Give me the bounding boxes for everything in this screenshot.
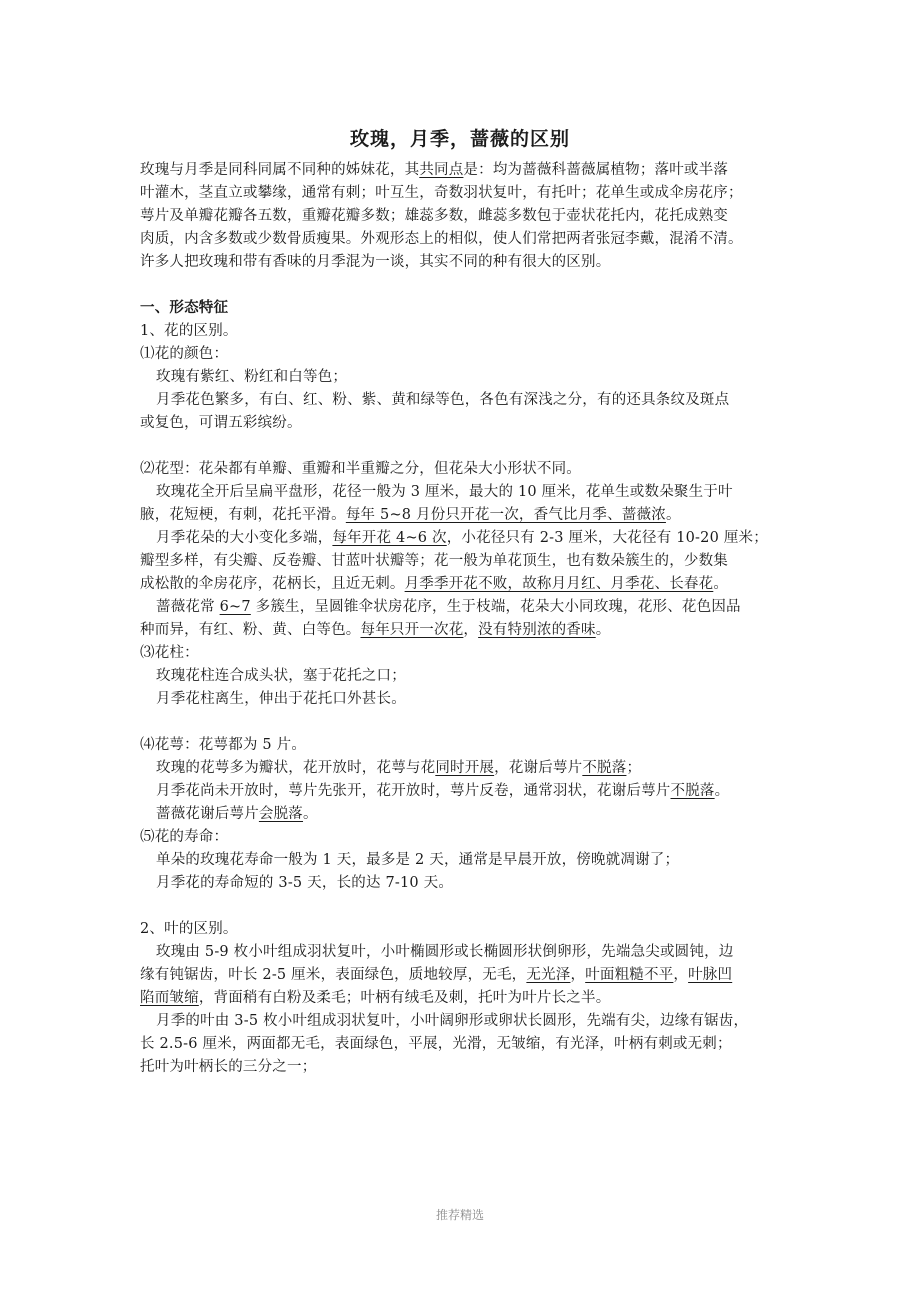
sepal-multiflora: 蔷薇花谢后萼片会脱落。 bbox=[156, 806, 318, 822]
intro-line-4: 肉质，内含多数或少数骨质瘦果。外观形态上的相似，使人们常把两者张冠李戴，混淆不清。 bbox=[140, 231, 743, 247]
page-footer: 推荐精选 bbox=[435, 1208, 484, 1222]
shape-china-2: 瓣型多样，有尖瓣、反卷瓣、甘蓝叶状瓣等；花一般为单花顶生，也有数朵簇生的，少数集 bbox=[140, 553, 728, 569]
leaf-heading: 2、叶的区别。 bbox=[140, 921, 238, 937]
color-china-rose-1: 月季花色繁多，有白、红、粉、紫、黄和绿等色，各色有深浅之分，有的还具条纹及斑点 bbox=[156, 392, 730, 408]
sepal-rose: 玫瑰的花萼多为瓣状，花开放时，花萼与花同时开展，花谢后萼片不脱落； bbox=[156, 760, 642, 776]
section-heading: 一、形态特征 bbox=[140, 300, 229, 316]
shape-china-3: 成松散的伞房花序，花柄长，且近无刺。月季季开花不败，故称月月红、月季花、长春花。 bbox=[140, 576, 729, 592]
shape-multiflora-1: 蔷薇花常 6~7 多簇生，呈圆锥伞状房花序，生于枝端，花朵大小同玫瑰，花形、花色因品 bbox=[156, 599, 741, 615]
sepal-heading: ⑷花萼：花萼都为 5 片。 bbox=[140, 737, 307, 753]
shape-heading: ⑵花型：花朵都有单瓣、重瓣和半重瓣之分，但花朵大小形状不同。 bbox=[140, 461, 581, 477]
leaf-china-3: 托叶为叶柄长的三分之一； bbox=[140, 1059, 317, 1075]
style-china: 月季花柱离生，伸出于花托口外甚长。 bbox=[156, 691, 406, 707]
style-rose: 玫瑰花柱连合成头状，塞于花托之口； bbox=[156, 668, 406, 684]
lifespan-rose: 单朵的玫瑰花寿命一般为 1 天，最多是 2 天，通常是早晨开放，傍晚就凋谢了； bbox=[156, 852, 680, 868]
intro-line-2: 叶灌木，茎直立或攀缘，通常有刺；叶互生，奇数羽状复叶，有托叶；花单生或成伞房花序； bbox=[140, 185, 743, 201]
style-heading: ⑶花柱： bbox=[140, 645, 199, 661]
color-heading: ⑴花的颜色： bbox=[140, 346, 229, 362]
lifespan-china: 月季花的寿命短的 3-5 天，长的达 7-10 天。 bbox=[156, 875, 454, 891]
intro-line-3: 萼片及单瓣花瓣各五数，重瓣花瓣多数；雄蕊多数，雌蕊多数包于壶状花托内，花托成熟变 bbox=[140, 208, 728, 224]
shape-rose-2: 腋，花短梗，有刺，花托平滑。每年 5~8 月份只开花一次，香气比月季、蔷薇浓。 bbox=[140, 507, 681, 523]
lifespan-heading: ⑸花的寿命： bbox=[140, 829, 229, 845]
shape-multiflora-2: 种而异，有红、粉、黄、白等色。每年只开一次花，没有特别浓的香味。 bbox=[140, 622, 611, 638]
leaf-rose-3: 陷而皱缩，背面稍有白粉及柔毛；叶柄有绒毛及刺，托叶为叶片长之半。 bbox=[140, 990, 611, 1006]
document-body bbox=[140, 159, 785, 1079]
shape-rose-1: 玫瑰花全开后呈扁平盘形，花径一般为 3 厘米，最大的 10 厘米，花单生或数朵聚生于叶 bbox=[156, 484, 733, 500]
document-title: 玫瑰，月季，蔷薇的区别 bbox=[349, 128, 570, 150]
intro-line-1: 玫瑰与月季是同科同属不同种的姊妹花，其共同点是：均为蔷薇科蔷薇属植物；落叶或半落 bbox=[140, 162, 729, 178]
leaf-china-2: 长 2.5-6 厘米，两面都无毛，表面绿色，平展，光滑，无皱缩，有光泽，叶柄有刺或无刺； bbox=[140, 1036, 732, 1052]
subsection-heading-flower: 1、花的区别。 bbox=[140, 323, 238, 339]
color-rose: 玫瑰有紫红、粉红和白等色； bbox=[156, 369, 348, 385]
leaf-rose-2: 缘有钝锯齿，叶长 2-5 厘米，表面绿色，质地较厚，无毛，无光泽，叶面粗糙不平，叶脉凹 bbox=[140, 967, 733, 983]
intro-line-5: 许多人把玫瑰和带有香味的月季混为一谈，其实不同的种有很大的区别。 bbox=[140, 254, 611, 270]
shape-china-1: 月季花朵的大小变化多端，每年开花 4~6 次，小花径只有 2-3 厘米，大花径有 10-20 厘米； bbox=[156, 530, 768, 546]
sepal-china: 月季花尚未开放时，萼片先张开，花开放时，萼片反卷，通常羽状，花谢后萼片不脱落。 bbox=[156, 783, 730, 799]
leaf-rose-1: 玫瑰由 5-9 枚小叶组成羽状复叶，小叶椭圆形或长椭圆形状倒卵形，先端急尖或圆钝，边 bbox=[156, 944, 734, 960]
leaf-china-1: 月季的叶由 3-5 枚小叶组成羽状复叶，小叶阔卵形或卵状长圆形，先端有尖，边缘有锯齿， bbox=[156, 1013, 749, 1029]
color-china-rose-2: 或复色，可谓五彩缤纷。 bbox=[140, 415, 302, 431]
